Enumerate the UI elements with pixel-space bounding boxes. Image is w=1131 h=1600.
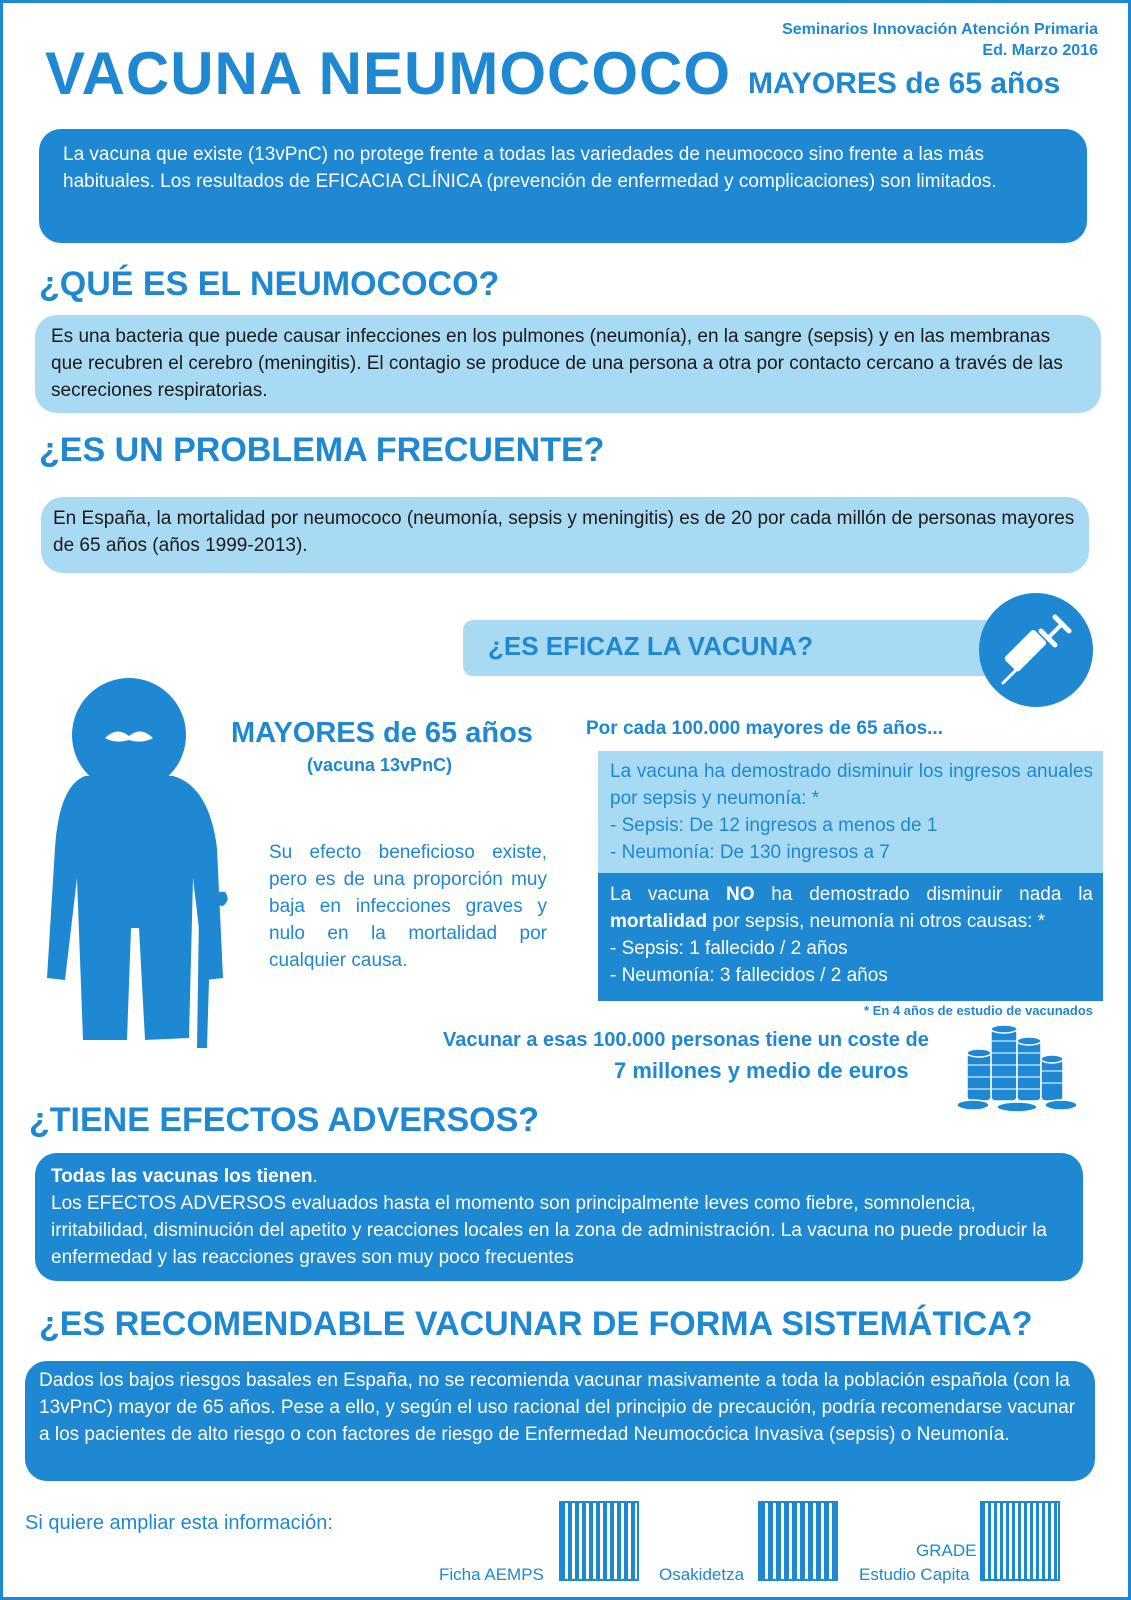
adversos-box [35,1153,1083,1281]
adversos-text: Los EFECTOS ADVERSOS evaluados hasta el momento son principalmente leves como fiebre, somnolencia, irritabilidad, disminución del apetito y reacciones locales en la zona de administración. La vacuna no puede producir la enfermedad y las reacciones graves son muy poco frecuentes [51,1193,1047,1268]
intro-text: La vacuna que existe (13vPnC) no protege frente a todas las variedades de neumococo sino frente a las más habituales. Los resultados de EFICACIA CLÍNICA (prevención de enfermedad y complicaciones) son limitados. [63,144,997,192]
mort-post: por sepsis, neumonía ni otros causas: * [707,911,1046,932]
ingresos-sepsis: - Sepsis: De 12 ingresos a menos de 1 [610,815,938,836]
que-es-box [35,315,1101,413]
mort-neumonia: - Neumonía: 3 fallecidos / 2 años [610,965,888,986]
page-title: VACUNA NEUMOCOCO [45,40,731,107]
frecuente-text: En España, la mortalidad por neumococo (neumonía, sepsis y meningitis) es de 20 por cada millón de personas mayores de 65 años (años 1999-2013). [53,508,1075,556]
recomendable-heading: ¿ES RECOMENDABLE VACUNAR DE FORMA SISTEMÁTICA? [39,1305,1033,1343]
mortalidad-box [598,873,1103,1001]
mort-no: NO [726,884,755,905]
mort-word: mortalidad [610,911,708,932]
mort-sepsis: - Sepsis: 1 fallecido / 2 años [610,938,848,959]
mort-mid: ha demostrado disminuir nada la [754,884,1094,905]
ingresos-intro: La vacuna ha demostrado disminuir los ingresos anuales por sepsis y neumonía: * [610,761,1093,809]
qr-label-osakidetza[interactable]: Osakidetza [659,1565,745,1584]
qr-label-grade[interactable]: GRADE [916,1541,977,1560]
qr-code-grade[interactable] [980,1501,1060,1581]
recomendable-box [25,1361,1095,1481]
por-cada-heading: Por cada 100.000 mayores de 65 años... [586,718,943,739]
mort-pre: La vacuna [610,884,726,905]
qr-label-capita[interactable]: Estudio Capita [859,1565,970,1584]
footnote: * En 4 años de estudio de vacunados [863,1003,1093,1018]
que-es-text: Es una bacteria que puede causar infecciones en los pulmones (neumonía), en la sangre (sepsis) y en las membranas que recubren el cerebro (meningitis). El contagio se produce de una persona a otra por contacto cercano a través de las secreciones respiratorias. [51,326,1063,401]
organization-info [782,19,1098,61]
intro-box [39,129,1087,243]
coste-line2: 7 millones y medio de euros [614,1058,909,1083]
org-name: Seminarios Innovación Atención Primaria [782,21,1098,38]
mortalidad-intro [610,881,1093,935]
qr-label-aemps[interactable]: Ficha AEMPS [439,1565,544,1584]
qr-code-aemps[interactable] [559,1501,639,1581]
more-info-label: Si quiere ampliar esta información: [25,1512,333,1534]
coste-line1: Vacunar a esas 100.000 personas tiene un coste de [443,1029,929,1051]
mayores-subtitle: (vacuna 13vPnC) [307,755,453,775]
adversos-bold-end: . [312,1166,318,1187]
syringe-icon [979,593,1093,707]
eficaz-heading: ¿ES EFICAZ LA VACUNA? [488,631,813,661]
frecuente-heading: ¿ES UN PROBLEMA FRECUENTE? [39,431,605,469]
edition: Ed. Marzo 2016 [982,42,1098,59]
coins-icon [953,1019,1083,1114]
frecuente-box [41,497,1089,573]
mayores-title: MAYORES de 65 años [231,717,533,749]
qr-code-osakidetza[interactable] [758,1501,838,1581]
ingresos-neumonia: - Neumonía: De 130 ingresos a 7 [610,842,890,863]
adversos-heading: ¿TIENE EFECTOS ADVERSOS? [29,1101,540,1139]
que-es-heading: ¿QUÉ ES EL NEUMOCOCO? [39,265,500,303]
recomendable-text: Dados los bajos riesgos basales en España, no se recomienda vacunar masivamente a toda la población española (con la 13vPnC) mayor de 65 años. Pese a ello, y según el uso racional del principio de precaución, podría recomendarse vacunar a los pacientes de alto riesgo o con factores de riesgo de Enfermedad Neumocócica Invasiva (sepsis) o Neumonía. [39,1370,1076,1445]
elderly-person-icon [33,678,233,1068]
page-subtitle: MAYORES de 65 años [748,67,1061,100]
ingresos-box [598,751,1103,873]
adversos-bold-line [51,1163,1069,1190]
adversos-bold: Todas las vacunas los tienen [51,1166,313,1187]
efecto-text: Su efecto beneficioso existe, pero es de una proporción muy baja en infecciones graves y nulo en la mortalidad por cualquier causa. [269,842,547,971]
